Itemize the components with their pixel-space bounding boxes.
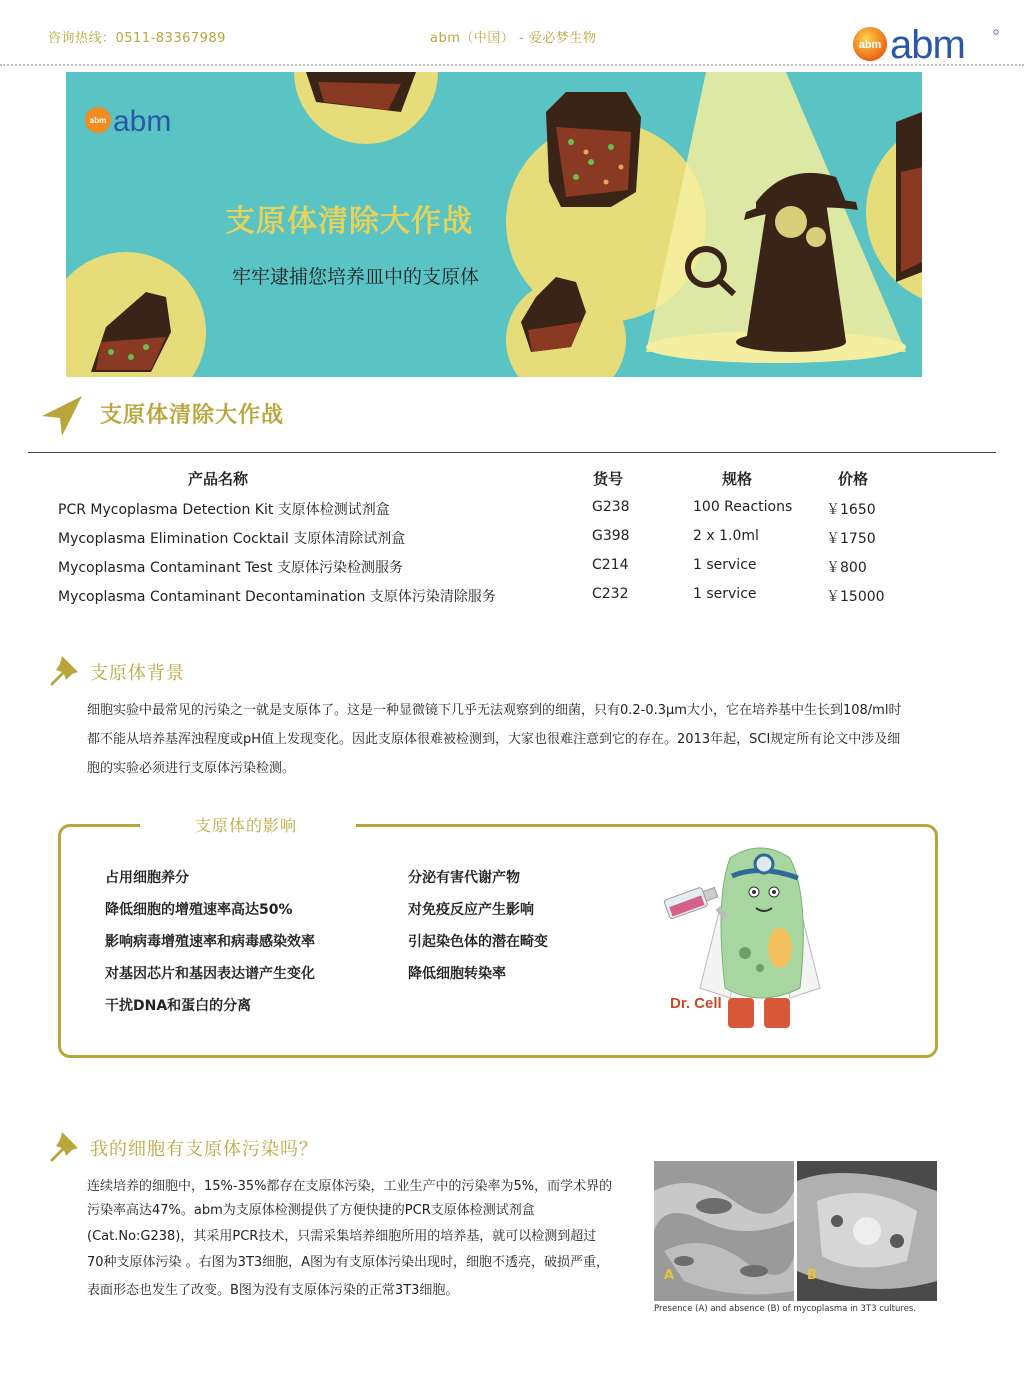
banner-logo bbox=[83, 100, 203, 138]
background-line: 胞的实验必须进行支原体污染检测。 bbox=[87, 761, 296, 776]
flask-center-icon bbox=[546, 92, 641, 207]
banner-logo-badge-text: abm bbox=[89, 116, 107, 125]
hero-banner bbox=[66, 72, 922, 377]
abm-logo[interactable] bbox=[850, 20, 1000, 64]
impact-item: 对基因芯片和基因表达谱产生变化 bbox=[105, 966, 315, 982]
background-line: 都不能从培养基浑浊程度或pH值上发现变化。因此支原体很难被检测到，大家也很难注意到它的存在。2013年起，SCI规定所有论文中涉及细 bbox=[87, 732, 901, 747]
dotted-divider bbox=[0, 64, 1024, 66]
cells-line: 70种支原体污染 。右图为3T3细胞，A图为有支原体污染出现时，细胞不透亮，破损严重， bbox=[87, 1255, 610, 1270]
product-price: ￥1650 bbox=[826, 502, 876, 518]
microscopy-image-a bbox=[654, 1161, 794, 1301]
product-cat: C232 bbox=[592, 586, 629, 602]
flask-right-icon bbox=[896, 112, 922, 282]
products-section-title: 支原体清除大作战 bbox=[100, 403, 285, 428]
product-spec: 1 service bbox=[693, 586, 757, 602]
cells-line: (Cat.No:G238)，其采用PCR技术，只需采集培养细胞所用的培养基，就可以检测到超过 bbox=[87, 1229, 597, 1244]
product-cat: G398 bbox=[592, 528, 630, 544]
background-line: 细胞实验中最常见的污染之一就是支原体了。这是一种显微镜下几乎无法观察到的细菌，只有0.2-0.3μm大小，它在培养基中生长到108/ml时 bbox=[87, 703, 902, 718]
product-spec: 2 x 1.0ml bbox=[693, 528, 759, 544]
product-name: Mycoplasma Contaminant Decontamination 支原体污染清除服务 bbox=[58, 589, 496, 605]
product-name: PCR Mycoplasma Detection Kit 支原体检测试剂盒 bbox=[58, 502, 390, 518]
col-header-spec: 规格 bbox=[722, 470, 753, 488]
product-spec: 100 Reactions bbox=[693, 499, 793, 515]
impact-item: 降低细胞转染率 bbox=[408, 966, 506, 982]
image-caption: Presence (A) and absence (B) of mycoplasma in 3T3 cultures. bbox=[654, 1304, 917, 1314]
product-price: ￥1750 bbox=[826, 531, 876, 547]
cells-section-title: 我的细胞有支原体污染吗？ bbox=[90, 1139, 318, 1160]
products-divider bbox=[28, 452, 996, 453]
cells-line: 连续培养的细胞中，15%-35%都存在支原体污染，工业生产中的污染率为5%，而学术界的 bbox=[87, 1179, 613, 1194]
background-section-title: 支原体背景 bbox=[90, 663, 185, 684]
product-cat: C214 bbox=[592, 557, 629, 573]
product-spec: 1 service bbox=[693, 557, 757, 573]
microscopy-b-texture bbox=[797, 1161, 937, 1301]
product-name: Mycoplasma Elimination Cocktail 支原体清除试剂盒 bbox=[58, 531, 406, 547]
microscopy-a-texture bbox=[654, 1161, 794, 1301]
pushpin-icon bbox=[46, 652, 82, 688]
impact-item: 占用细胞养分 bbox=[105, 870, 189, 886]
col-header-price: 价格 bbox=[838, 470, 869, 488]
hotline-text: 咨询热线：0511-83367989 bbox=[48, 31, 226, 46]
banner-subtitle: 牢牢逮捕您培养皿中的支原体 bbox=[232, 266, 480, 288]
impact-section-title: 支原体的影响 bbox=[195, 816, 298, 835]
logo-text: abm bbox=[890, 23, 965, 64]
banner-title: 支原体清除大作战 bbox=[225, 204, 473, 239]
arrow-icon bbox=[40, 392, 86, 438]
impact-item: 对免疫反应产生影响 bbox=[408, 902, 534, 918]
dr-cell-mascot-icon bbox=[660, 838, 840, 1038]
impact-item: 引起染色体的潜在畸变 bbox=[408, 934, 548, 950]
banner-logo-text: abm bbox=[113, 105, 172, 138]
impact-item: 影响病毒增殖速率和病毒感染效率 bbox=[105, 934, 315, 950]
product-price: ￥15000 bbox=[826, 589, 885, 605]
product-name: Mycoplasma Contaminant Test 支原体污染检测服务 bbox=[58, 560, 404, 576]
product-price: ￥800 bbox=[826, 560, 867, 576]
image-b-label: B bbox=[807, 1268, 817, 1283]
mascot-label: Dr. Cell bbox=[670, 995, 722, 1012]
cells-line: 表面形态也发生了改变。B图为没有支原体污染的正常3T3细胞。 bbox=[87, 1283, 459, 1298]
microscopy-image-b bbox=[797, 1161, 937, 1301]
pushpin-icon bbox=[46, 1128, 82, 1164]
logo-badge-text: abm bbox=[858, 39, 882, 51]
col-header-name: 产品名称 bbox=[188, 470, 249, 488]
company-name: abm（中国） - 爱必梦生物 bbox=[430, 31, 597, 46]
top-bar bbox=[0, 0, 1024, 66]
cells-line: 污染率高达47%。abm为支原体检测提供了方便快捷的PCR支原体检测试剂盒 bbox=[87, 1203, 535, 1218]
impact-item: 分泌有害代谢产物 bbox=[408, 870, 520, 886]
col-header-cat: 货号 bbox=[593, 470, 624, 488]
impact-item: 干扰DNA和蛋白的分离 bbox=[105, 998, 252, 1014]
image-a-label: A bbox=[664, 1268, 675, 1283]
product-cat: G238 bbox=[592, 499, 630, 515]
impact-item: 降低细胞的增殖速率高达50% bbox=[105, 902, 293, 918]
